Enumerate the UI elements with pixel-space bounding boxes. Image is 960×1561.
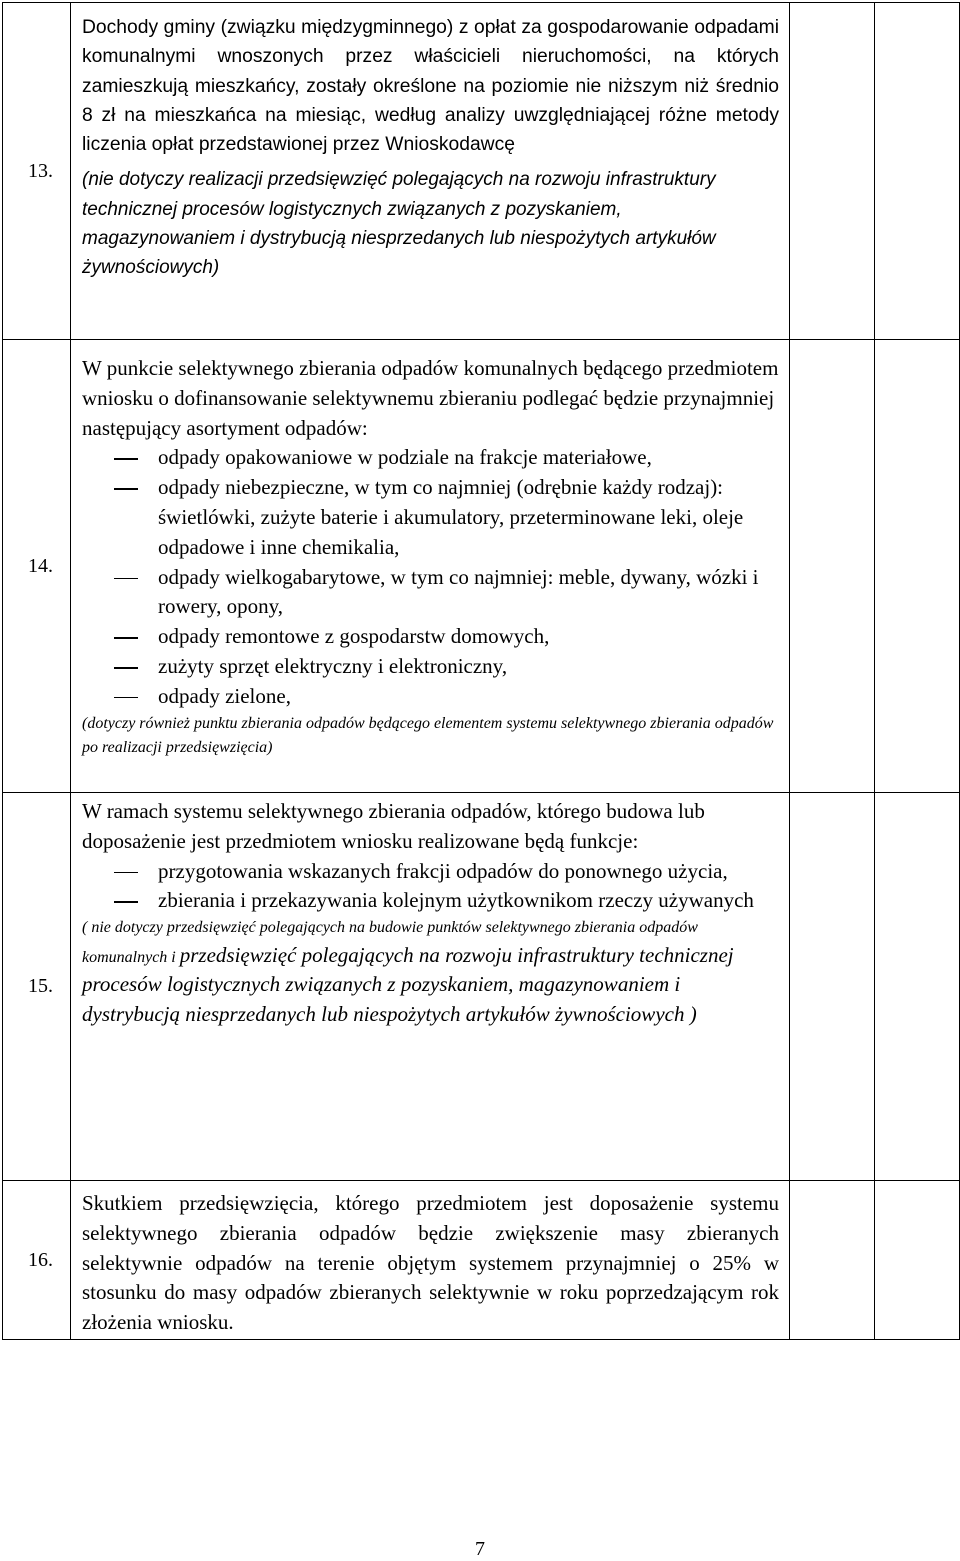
row-number-cell xyxy=(3,340,71,793)
list-item: zbierania i przekazywania kolejnym użytkownikom rzeczy używanych xyxy=(82,886,779,916)
table-row-15 xyxy=(3,793,960,1181)
answer-cell-2 xyxy=(875,3,960,340)
answer-cell-1 xyxy=(790,3,875,340)
criteria-table xyxy=(2,2,960,1340)
table-row-13 xyxy=(3,3,960,340)
criterion-note-part: przedsięwzięć polegających na rozwoju infrastruktury technicznej procesów logistycznych związanych z pozyskaniem, magazynowaniem i dystrybucją niesprzedanych lub niespożytych artykułów żywnościowych ) xyxy=(82,942,734,1027)
row-number: 16. xyxy=(28,1248,53,1271)
answer-cell-1 xyxy=(790,793,875,1181)
criterion-note-part: ( nie dotyczy przedsięwzięć polegających na budowie punktów selektywnego zbierania odpadów komunalnych i xyxy=(82,919,698,966)
row-number-cell xyxy=(3,3,71,340)
function-list xyxy=(82,857,779,917)
criterion-text: W ramach systemu selektywnego zbierania odpadów, którego budowa lub doposażenie jest przedmiotem wniosku realizowane będą funkcje: xyxy=(82,799,705,853)
row-number: 15. xyxy=(28,975,53,997)
row-number: 14. xyxy=(28,554,53,577)
answer-cell-2 xyxy=(875,340,960,793)
page-number: 7 xyxy=(475,1538,485,1560)
answer-cell-1 xyxy=(790,340,875,793)
answer-cell-1 xyxy=(790,1181,875,1340)
table-row-16 xyxy=(3,1181,960,1340)
list-item: odpady niebezpieczne, w tym co najmniej (odrębnie każdy rodzaj): świetlówki, zużyte baterie i akumulatory, przeterminowane leki, oleje odpadowe i inne chemikalia, xyxy=(82,473,779,562)
criterion-text: Skutkiem przedsięwzięcia, którego przedmiotem jest doposażenie systemu selektywnego zbierania odpadów będzie zwiększenie masy zbieranych selektywnie odpadów na terenie objętym systemem przynajmniej o 25% w stosunku do masy odpadów zbieranych selektywnie w roku poprzedzającym rok złożenia wniosku. xyxy=(82,1191,779,1335)
list-item: odpady remontowe z gospodarstw domowych, xyxy=(82,622,779,652)
criterion-text: Dochody gminy (związku międzygminnego) z opłat za gospodarowanie odpadami komunalnymi wnoszonych przez właścicieli nieruchomości, na których zamieszkują mieszkańcy, zostały określone na poziomie nie niższym niż średnio 8 zł na mieszkańca na miesiąc, według analizy uwzględniającej różne metody liczenia opłat przedstawionej przez Wnioskodawcę xyxy=(82,17,779,156)
table-row-14 xyxy=(3,340,960,793)
list-item: odpady wielkogabarytowe, w tym co najmniej: meble, dywany, wózki i rowery, opony, xyxy=(82,563,779,623)
list-item: zużyty sprzęt elektryczny i elektroniczny, xyxy=(82,652,779,682)
row-number-cell xyxy=(3,1181,71,1340)
criterion-cell xyxy=(71,3,790,340)
criterion-note xyxy=(82,916,779,1030)
list-item: odpady zielone, xyxy=(82,682,779,712)
row-number-cell xyxy=(3,793,71,1181)
criterion-cell xyxy=(71,1181,790,1340)
criterion-cell xyxy=(71,340,790,793)
answer-cell-2 xyxy=(875,1181,960,1340)
criterion-note: (nie dotyczy realizacji przedsięwzięć polegających na rozwoju infrastruktury technicznej procesów logistycznych związanych z pozyskaniem, magazynowaniem i dystrybucją niesprzedanych lub niespożytych artykułów żywnościowych) xyxy=(82,169,716,279)
answer-cell-2 xyxy=(875,793,960,1181)
waste-type-list xyxy=(82,443,779,711)
criterion-text: W punkcie selektywnego zbierania odpadów komunalnych będącego przedmiotem wniosku o dofinansowanie selektywnemu zbieraniu podlegać będzie przynajmniej następujący asortyment odpadów: xyxy=(82,356,779,440)
criterion-note: (dotyczy również punktu zbierania odpadów będącego elementem systemu selektywnego zbierania odpadów po realizacji przedsięwzięcia) xyxy=(82,714,774,757)
list-item: przygotowania wskazanych frakcji odpadów do ponownego użycia, xyxy=(82,857,779,887)
criterion-cell xyxy=(71,793,790,1181)
row-number: 13. xyxy=(28,159,53,182)
list-item: odpady opakowaniowe w podziale na frakcje materiałowe, xyxy=(82,443,779,473)
